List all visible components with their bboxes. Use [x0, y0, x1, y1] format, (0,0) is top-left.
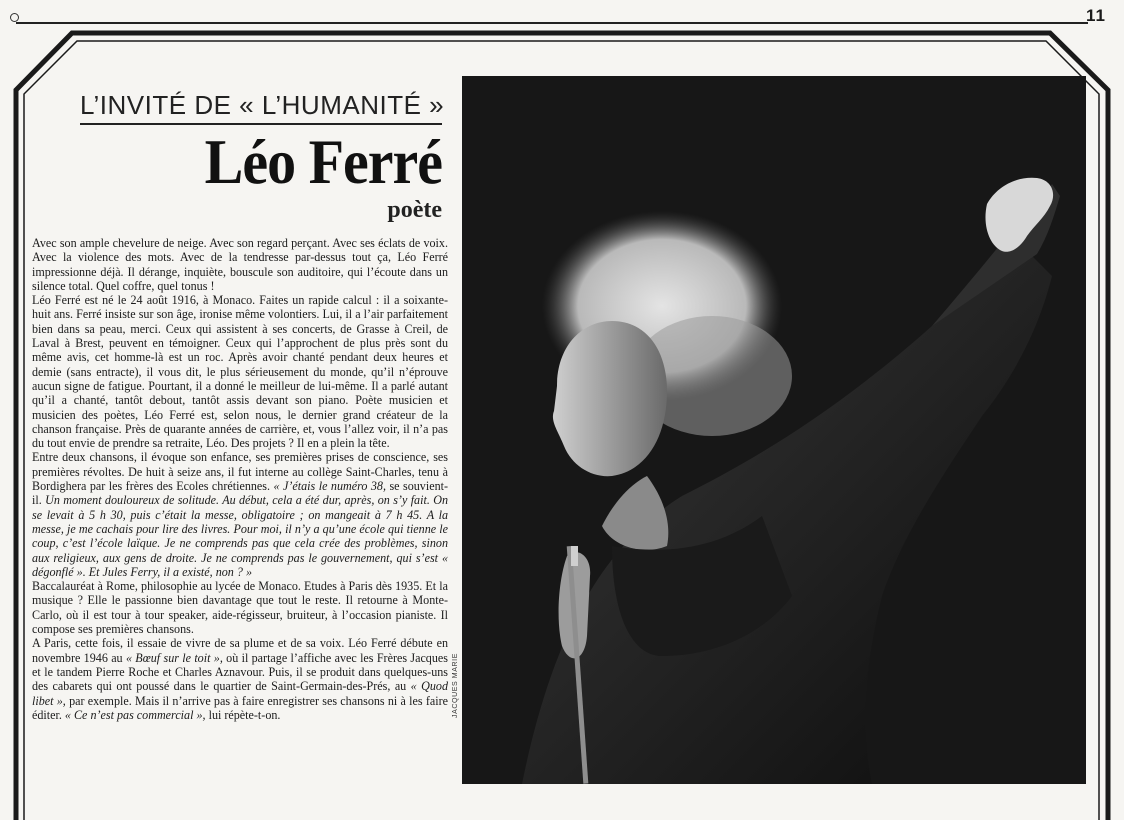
quote: « J’étais le numéro 38,: [273, 479, 386, 494]
photo-credit: JACQUES MARIE: [452, 653, 459, 718]
paragraph-text: par exemple. Mais il n’arrive pas à faire enregistrer ses chansons ni à les faire éditer.: [32, 693, 448, 722]
venue-name: « Quod libet »,: [32, 679, 448, 708]
paragraph-intro: Avec son ample chevelure de neige. Avec son regard perçant. Avec ses éclats de voix. Avec la violence des mots. Avec de la tendresse par-dessus tout ça, Léo Ferré impressionne déjà. Il dérange, inquiète, bouscule son auditoire, qui l’écoute dans un silence total. Quel coffre, quel tonus !: [32, 236, 448, 293]
paragraph-studies: Baccalauréat à Rome, philosophie au lycée de Monaco. Etudes à Paris dès 1935. Et la musique ? Elle le passionne bien davantage que tout le reste. Il retourne à Monte-Carlo, où il est tour à tour speaker, aide-régisseur, bruiteur, à l’occasion pianiste. Il compose ses premières chansons.: [32, 579, 448, 637]
page-number: 11: [1086, 6, 1106, 25]
quote: « Ce n’est pas commercial »,: [64, 707, 206, 722]
concert-photo: [462, 76, 1086, 784]
venue-name: « Bœuf sur le toit »,: [125, 650, 223, 665]
paragraph-paris: [32, 636, 448, 722]
paragraph-childhood: [32, 450, 448, 579]
paragraph-text: Entre deux chansons, il évoque son enfance, ses premières prises de conscience, ses premières révoltes. De huit à seize ans, il fut interne au collège Saint-Charles, tenu à Bordighera par les frères des Ecoles chrétiennes.: [32, 450, 448, 494]
quote: Un moment douloureux de solitude. Au début, cela a été dur, après, on s’y fait. On se levait à 5 h 30, puis c’était la messe, obligatoire ; on mangeait à 7 h 45. A la messe, je me cachais pour lire des livres. Pour moi, il n’y a qu’une école qui tienne le coup, c’est l’école laïque. Je ne comprends pas que cela crée des problèmes, sinon aux religieux, aux gens de droite. Je ne comprends pas le gouvernement, qui s’est « dégonflé ». Et Jules Ferry, il a existé, non ? »: [32, 493, 448, 579]
subheadline: poète: [387, 197, 442, 223]
paragraph-text: A Paris, cette fois, il essaie de vivre de sa plume et de sa voix. Léo Ferré débute en novembre 1946 au: [32, 636, 448, 665]
section-kicker: L’INVITÉ DE « L’HUMANITÉ »: [80, 90, 442, 125]
top-rule: [16, 22, 1088, 24]
article-body: [32, 236, 448, 722]
paragraph-text: où il partage l’affiche avec les Frères Jacques et le tandem Pierre Roche et Charles Aznavour. Puis, il se produit dans quelques-uns des cabarets qui ont poussé dans le quartier de Saint-Germain-des-Prés, au: [32, 650, 448, 694]
page-hole-mark: [10, 13, 19, 22]
paragraph-text: se souvient-il.: [32, 479, 448, 508]
paragraph-biography: Léo Ferré est né le 24 août 1916, à Monaco. Faites un rapide calcul : il a soixante-huit ans. Ferré insiste sur son âge, ironise même volontiers. Lui, il a l’air parfaitement bien dans sa peau, merci. Ceux qui assistent à ses concerts, de Grasse à Creil, de Laval à Brest, peuvent en témoigner. Ceux qui l’approchent de plus près sont du même avis, cet homme-là est un roc. Après avoir chanté pendant deux heures et demie (sans entracte), il vous dit, le plus sérieusement du monde, qu’il n’éprouve aucun signe de fatigue. Pourtant, il a donné le meilleur de lui-même. Il a parlé autant qu’il a chanté, tantôt debout, tantôt assis devant son piano. Poète musicien et musicien des poètes, Léo Ferré est, selon nous, le dernier grand créateur de la chanson française. Près de quarante années de carrière, et, vous l’allez voir, il n’a pas du tout envie de prendre sa retraite, Léo. Des projets ? Il en a plein la tête.: [32, 293, 448, 451]
paragraph-text: lui répète-t-on.: [208, 707, 281, 722]
headline: Léo Ferré: [204, 125, 442, 198]
